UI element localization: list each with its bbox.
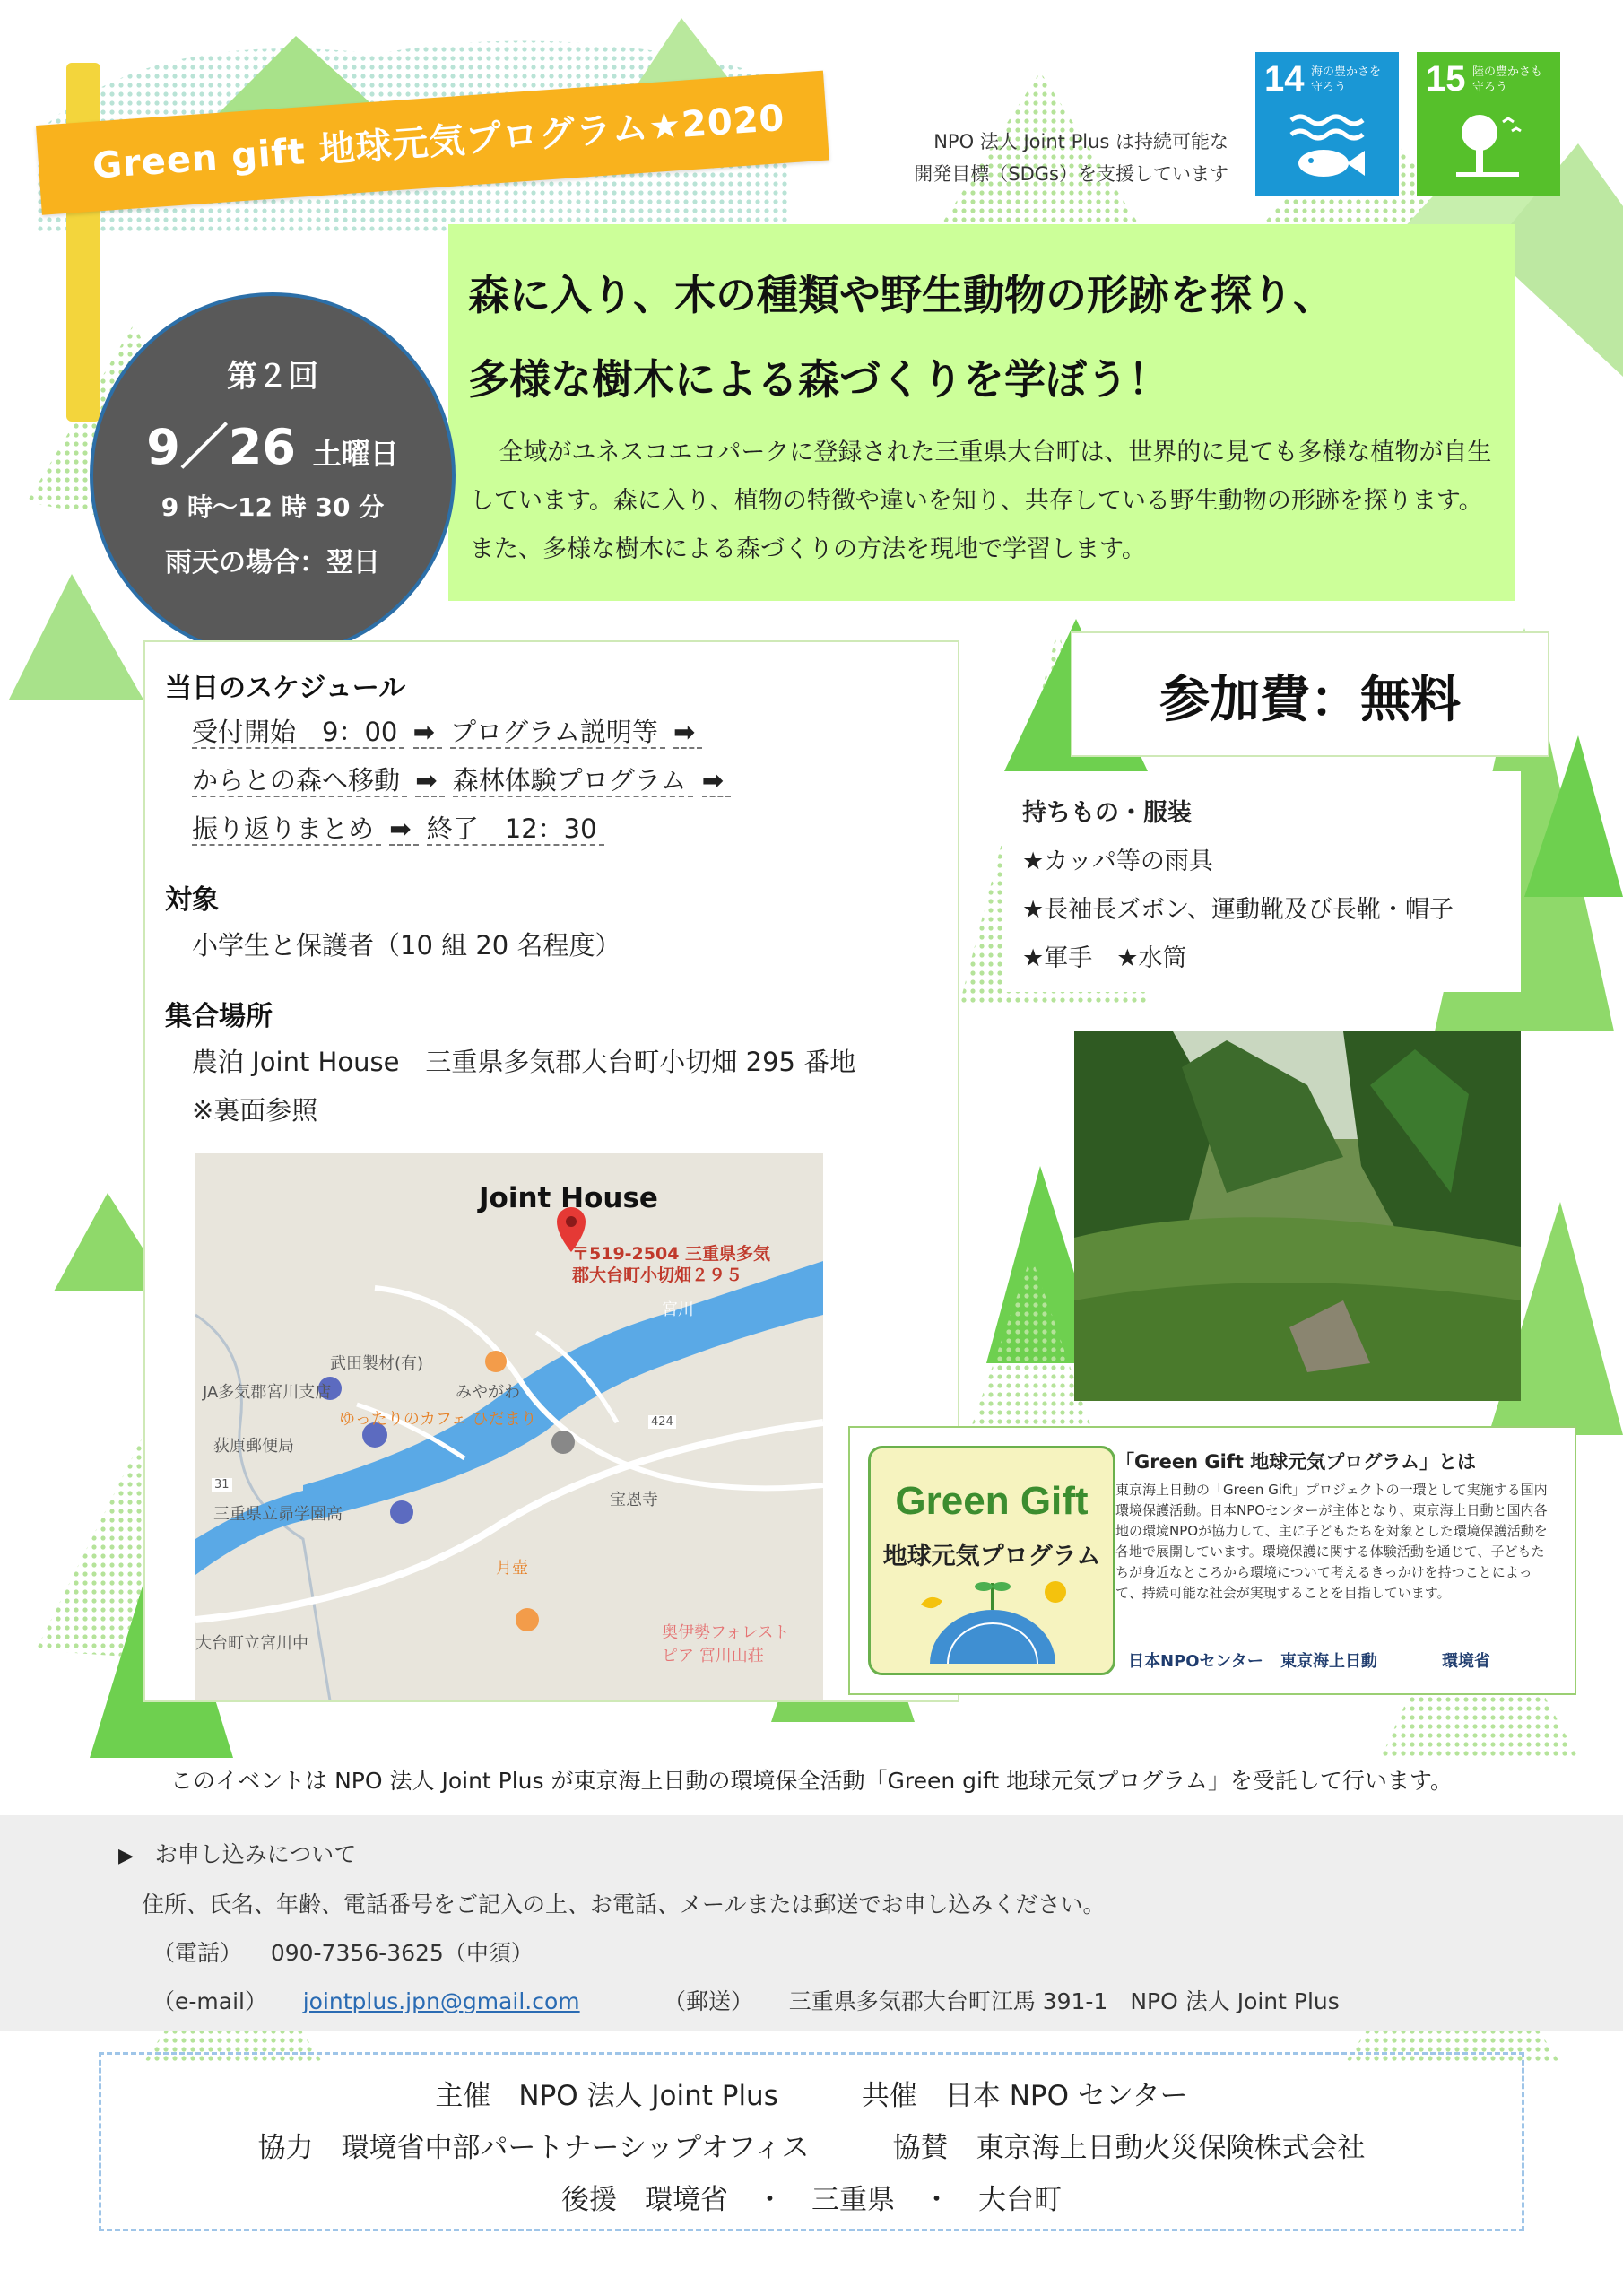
intro-text: 全域がユネスコエコパークに登録された三重県大台町は、世界的に見ても多様な植物が自生しています。森に入り、植物の特徴や違いを知り、共存している野生動物の形跡を探ります。また、多様な樹木による森づくりの方法を現地で学習します。 bbox=[470, 439, 1492, 563]
map-label: 31 bbox=[212, 1478, 232, 1492]
greengift-description: 東京海上日動の「Green Gift」プロジェクトの一環として実施する国内環境保護活動。日本NPOセンターが主体となり、東京海上日動と国内各地の環境NPOが協力して、主に子どもたちを対象とした環境保護活動を各地で展開しています。環境保護に関する体験活動を通じて、子どもたちが身近なところから環境について考えるきっかけを持つことによって、持続可能な社会が実現することを目指しています。 bbox=[1115, 1482, 1548, 1601]
application-email: （e-mail） jointplus.jpn@gmail.com bbox=[152, 1988, 580, 2014]
item-line: ★カッパ等の雨具 bbox=[1022, 848, 1213, 875]
application-section bbox=[0, 1815, 1623, 2031]
event-date-badge bbox=[90, 292, 456, 658]
meeting-address: 農泊 Joint House 三重県多気郡大台町小切畑 295 番地 bbox=[192, 1047, 856, 1077]
map-label: JA多気郡宮川支店 bbox=[203, 1383, 332, 1402]
arrow-right-icon: ➡ bbox=[702, 765, 731, 797]
map-label: 武田製材(有) bbox=[330, 1354, 424, 1373]
arrow-right-icon: ➡ bbox=[389, 813, 418, 846]
forest-photo bbox=[1074, 1031, 1521, 1401]
schedule-row: 振り返りまとめ ➡ 終了 12：30 bbox=[192, 809, 604, 846]
application-instruction: 住所、氏名、年齢、電話番号をご記入の上、お電話、メールまたは郵送でお申し込みください。 bbox=[142, 1892, 1106, 1918]
map-label: 大台町立宮川中 bbox=[195, 1634, 308, 1653]
globe-sprout-icon bbox=[903, 1574, 1082, 1664]
application-post: （郵送） 三重県多気郡大台町江馬 391-1 NPO 法人 Joint Plus bbox=[664, 1988, 1340, 2014]
fee-text: 参加費：無料 bbox=[1159, 671, 1461, 729]
email-link[interactable]: jointplus.jpn@gmail.com bbox=[302, 1988, 580, 2014]
sponsor-logo: 環境省 bbox=[1442, 1652, 1490, 1671]
application-heading: ▶ お申し込みについて bbox=[118, 1841, 357, 1867]
schedule-row: 受付開始 9：00 ➡ プログラム説明等 ➡ bbox=[192, 712, 702, 749]
fish-icon bbox=[1282, 104, 1372, 185]
schedule-title: 当日のスケジュール bbox=[165, 673, 406, 704]
greengift-logo: Green Gift 地球元気プログラム bbox=[868, 1446, 1115, 1675]
organizer-line: 主催 NPO 法人 Joint Plus 共催 日本 NPO センター bbox=[435, 2080, 1188, 2112]
event-time: 9 時～12 時 30 分 bbox=[161, 492, 385, 522]
fee-box bbox=[1071, 631, 1549, 757]
consignment-note: このイベントは NPO 法人 Joint Plus が東京海上日動の環境保全活動「Green gift 地球元気プログラム」を受託して行います。 bbox=[170, 1768, 1453, 1794]
map-label: 荻原郵便局 bbox=[213, 1437, 294, 1456]
map-title: Joint House bbox=[479, 1182, 658, 1214]
map-label: みやがわ bbox=[456, 1383, 520, 1402]
map-pin-address: 〒519-2504 三重県多気 郡大台町小切畑２９５ bbox=[572, 1244, 771, 1285]
map-label: 424 bbox=[648, 1415, 676, 1429]
organizers-box bbox=[99, 2052, 1524, 2231]
ribbon-title: Green gift 地球元気プログラム★2020 bbox=[91, 97, 786, 187]
sdg-goal-15: 15 陸の豊かさも守ろう bbox=[1417, 52, 1560, 196]
map-label: 三重県立昴学園高 bbox=[213, 1505, 343, 1524]
greengift-title: 「Green Gift 地球元気プログラム」とは bbox=[1115, 1451, 1477, 1473]
tree-icon bbox=[1444, 104, 1533, 185]
play-triangle-icon: ▶ bbox=[118, 1845, 134, 1867]
schedule-row: からとの森へ移動 ➡ 森林体験プログラム ➡ bbox=[192, 761, 731, 797]
rain-note: 雨天の場合：翌日 bbox=[165, 547, 380, 578]
meeting-title: 集合場所 bbox=[165, 1001, 273, 1032]
sdg-support-note: NPO 法人 Joint Plus は持続可能な 開発目標（SDGs）を支援しています bbox=[914, 131, 1228, 185]
organizer-line: 後援 環境省 ・ 三重県 ・ 大台町 bbox=[561, 2184, 1062, 2216]
map-label: ゆったりのカフェ ひだまり bbox=[339, 1410, 537, 1429]
event-round: 第２回 bbox=[227, 359, 318, 395]
location-map[interactable] bbox=[195, 1153, 823, 1700]
map-label: 奥伊勢フォレスト ピア 宮川山荘 bbox=[662, 1623, 790, 1665]
sponsor-logo: 日本NPOセンター bbox=[1128, 1652, 1263, 1671]
sponsor-logo: 東京海上日動 bbox=[1280, 1652, 1377, 1671]
application-phone: （電話） 090-7356-3625（中須） bbox=[152, 1940, 534, 1966]
sdg-goal-14: 14 海の豊かさを守ろう bbox=[1255, 52, 1399, 196]
target-text: 小学生と保護者（10 組 20 名程度） bbox=[192, 930, 621, 961]
item-line: ★長袖長ズボン、運動靴及び長靴・帽子 bbox=[1022, 896, 1454, 924]
map-label: 宝恩寺 bbox=[610, 1491, 658, 1509]
map-label: 月壺 bbox=[496, 1559, 528, 1578]
headline: 森に入り、木の種類や野生動物の形跡を探り、 多様な樹木による森づくりを学ぼう！ bbox=[468, 271, 1334, 404]
target-title: 対象 bbox=[165, 884, 219, 916]
event-date: 9／26 土曜日 bbox=[146, 419, 399, 475]
items-box bbox=[1002, 771, 1521, 992]
forest-photo-graphic bbox=[1074, 1031, 1521, 1401]
map-label: 宮川 bbox=[662, 1300, 694, 1319]
organizer-line: 協力 環境省中部パートナーシップオフィス 協賛 東京海上日動火災保険株式会社 bbox=[257, 2132, 1366, 2164]
item-line: ★軍手 ★水筒 bbox=[1022, 944, 1187, 972]
headline-box bbox=[448, 224, 1515, 601]
items-title: 持ちもの・服装 bbox=[1022, 799, 1192, 827]
arrow-right-icon: ➡ bbox=[413, 717, 442, 749]
greengift-info-box bbox=[848, 1426, 1576, 1695]
meeting-note: ※裏面参照 bbox=[192, 1095, 318, 1126]
arrow-right-icon: ➡ bbox=[415, 765, 444, 797]
arrow-right-icon: ➡ bbox=[673, 717, 702, 749]
